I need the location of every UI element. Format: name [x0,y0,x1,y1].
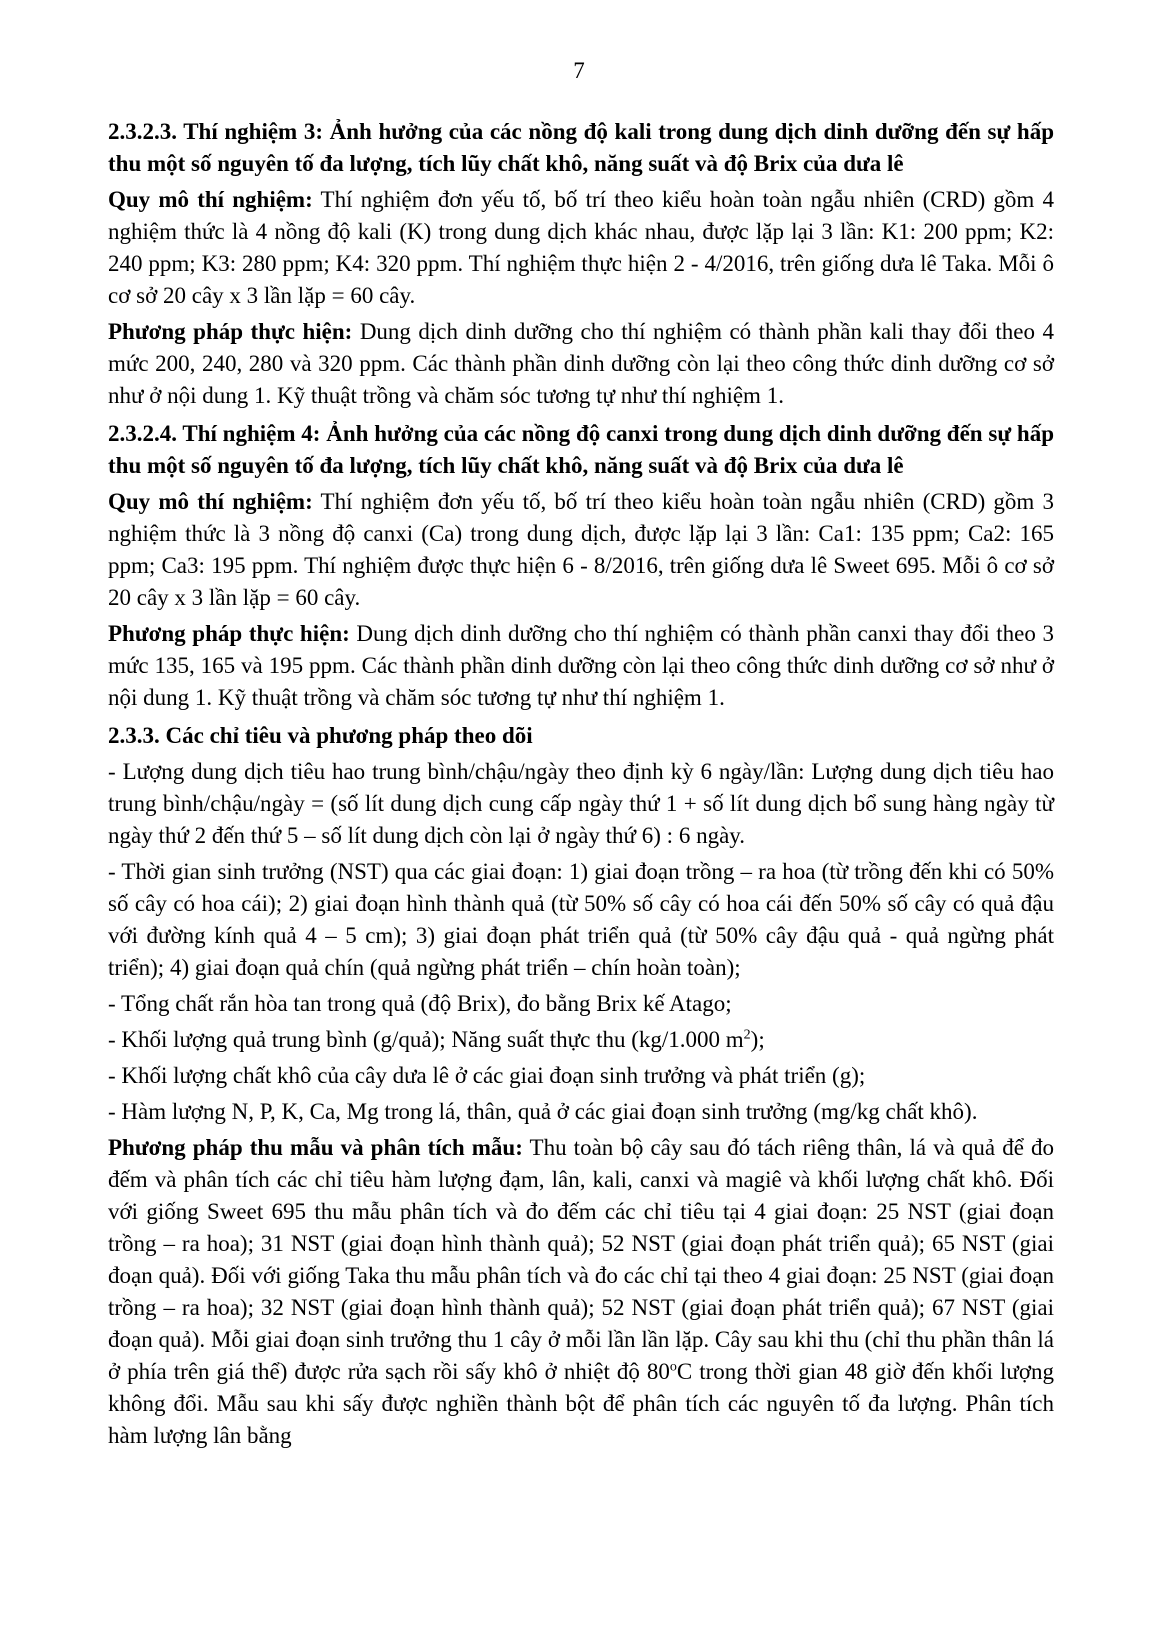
experiment-3-heading: 2.3.2.3. Thí nghiệm 3: Ảnh hưởng của các nồng độ kali trong dung dịch dinh dưỡng đến sự hấp thu một số nguyên tố đa lượng, tích lũy chất khô, năng suất và độ Brix của dưa lê [108,119,1054,176]
experiment-4-method-label: Phương pháp thực hiện: [108,621,350,646]
sampling-text-end: C trong thời gian 48 giờ đến khối lượng không đổi. Mẫu sau khi sấy được nghiền thành bột để phân tích các nguyên tố đa lượng. Phân tích hàm lượng lân bằng [108,1359,1054,1448]
indicator-bullet-4-text: - Khối lượng quả trung bình (g/quả); Năng suất thực thu (kg/1.000 m [108,1027,744,1052]
sampling-label: Phương pháp thu mẫu và phân tích mẫu: [108,1135,523,1160]
indicator-bullet-3: - Tổng chất rắn hòa tan trong quả (độ Brix), đo bằng Brix kế Atago; [108,991,732,1016]
experiment-3-scale-text: Thí nghiệm đơn yếu tố, bố trí theo kiểu hoàn toàn ngẫu nhiên (CRD) gồm 4 nghiệm thức là 4 nồng độ kali (K) trong dung dịch khác nhau, được lặp lại 3 lần: K1: 200 ppm; K2: 240 ppm; K3: 280 ppm; K4: 320 ppm. Thí nghiệm thực hiện 2 - 4/2016, trên giống dưa lê Taka. Mỗi ô cơ sở 20 cây x 3 lần lặp = 60 cây. [108,187,1054,308]
experiment-3-method-text: Dung dịch dinh dưỡng cho thí nghiệm có thành phần kali thay đổi theo 4 mức 200, 240, 280 và 320 ppm. Các thành phần dinh dưỡng còn lại theo công thức dinh dưỡng cơ sở như ở nội dung 1. Kỹ thuật trồng và chăm sóc tương tự như thí nghiệm 1. [108,319,1054,408]
sampling-text: Thu toàn bộ cây sau đó tách riêng thân, lá và quả để đo đếm và phân tích các chỉ tiêu hàm lượng đạm, lân, kali, canxi và magiê và khối lượng chất khô. Đối với giống Sweet 695 thu mẫu phân tích và đo đếm các chỉ tiêu tại 4 giai đoạn: 25 NST (giai đoạn trồng – ra hoa); 31 NST (giai đoạn hình thành quả); 52 NST (giai đoạn phát triển quả); 65 NST (giai đoạn quả). Đối với giống Taka thu mẫu phân tích và đo các chỉ tại theo 4 giai đoạn: 25 NST (giai đoạn trồng – ra hoa); 32 NST (giai đoạn hình thành quả); 52 NST (giai đoạn phát triển quả); 67 NST (giai đoạn quả). Mỗi giai đoạn sinh trưởng thu 1 cây ở mỗi lần lần lặp. Cây sau khi thu (chỉ thu phần thân lá ở phía trên giá thể) được rửa sạch rồi sấy khô ở nhiệt độ 80 [108,1135,1054,1384]
experiment-4-scale-text: Thí nghiệm đơn yếu tố, bố trí theo kiểu hoàn toàn ngẫu nhiên (CRD) gồm 3 nghiệm thức là 3 nồng độ canxi (Ca) trong dung dịch, được lặp lại 3 lần: Ca1: 135 ppm; Ca2: 165 ppm; Ca3: 195 ppm. Thí nghiệm được thực hiện 6 - 8/2016, trên giống dưa lê Sweet 695. Mỗi ô cơ sở 20 cây x 3 lần lặp = 60 cây. [108,489,1054,610]
indicator-bullet-6: - Hàm lượng N, P, K, Ca, Mg trong lá, thân, quả ở các giai đoạn sinh trưởng (mg/kg chất khô). [108,1099,978,1124]
indicator-bullet-4-end: ); [750,1027,765,1052]
indicator-bullet-5: - Khối lượng chất khô của cây dưa lê ở các giai đoạn sinh trưởng và phát triển (g); [108,1063,866,1088]
experiment-3-method-paragraph [108,316,1054,412]
experiment-3-scale-paragraph [108,184,1054,312]
indicator-bullet-2: - Thời gian sinh trưởng (NST) qua các giai đoạn: 1) giai đoạn trồng – ra hoa (từ trồng đến khi có 50% số cây có hoa cái); 2) giai đoạn hình thành quả (từ 50% số cây có hoa cái đến 50% số cây có quả đậu với đường kính quả 4 – 5 cm); 3) giai đoạn phát triển quả (từ 50% cây đậu quả - quả ngừng phát triển); 4) giai đoạn quả chín (quả ngừng phát triển – chín hoàn toàn); [108,859,1054,980]
superscript-2: 2 [743,1027,751,1043]
document-body [108,110,1054,1456]
experiment-4-method-text: Dung dịch dinh dưỡng cho thí nghiệm có thành phần canxi thay đổi theo 3 mức 135, 165 và 195 ppm. Các thành phần dinh dưỡng còn lại theo công thức dinh dưỡng cơ sở như ở nội dung 1. Kỹ thuật trồng và chăm sóc tương tự như thí nghiệm 1. [108,621,1054,710]
indicator-bullet-4 [108,1024,1054,1056]
sampling-paragraph [108,1132,1054,1452]
experiment-3-method-label: Phương pháp thực hiện: [108,319,353,344]
experiment-4-scale-label: Quy mô thí nghiệm: [108,489,313,514]
experiment-3-scale-label: Quy mô thí nghiệm: [108,187,313,212]
page-number: 7 [573,58,585,83]
indicators-heading: 2.3.3. Các chỉ tiêu và phương pháp theo dõi [108,723,533,748]
experiment-4-heading: 2.3.2.4. Thí nghiệm 4: Ảnh hưởng của các nồng độ canxi trong dung dịch dinh dưỡng đến sự hấp thu một số nguyên tố đa lượng, tích lũy chất khô, năng suất và độ Brix của dưa lê [108,421,1054,478]
indicator-bullet-1: - Lượng dung dịch tiêu hao trung bình/chậu/ngày theo định kỳ 6 ngày/lần: Lượng dung dịch tiêu hao trung bình/chậu/ngày = (số lít dung dịch cung cấp ngày thứ 1 + số lít dung dịch bổ sung hàng ngày từ ngày thứ 2 đến thứ 5 – số lít dung dịch còn lại ở ngày thứ 6) : 6 ngày. [108,759,1054,848]
experiment-4-scale-paragraph [108,486,1054,614]
experiment-4-method-paragraph [108,618,1054,714]
degree-superscript: o [669,1359,677,1375]
